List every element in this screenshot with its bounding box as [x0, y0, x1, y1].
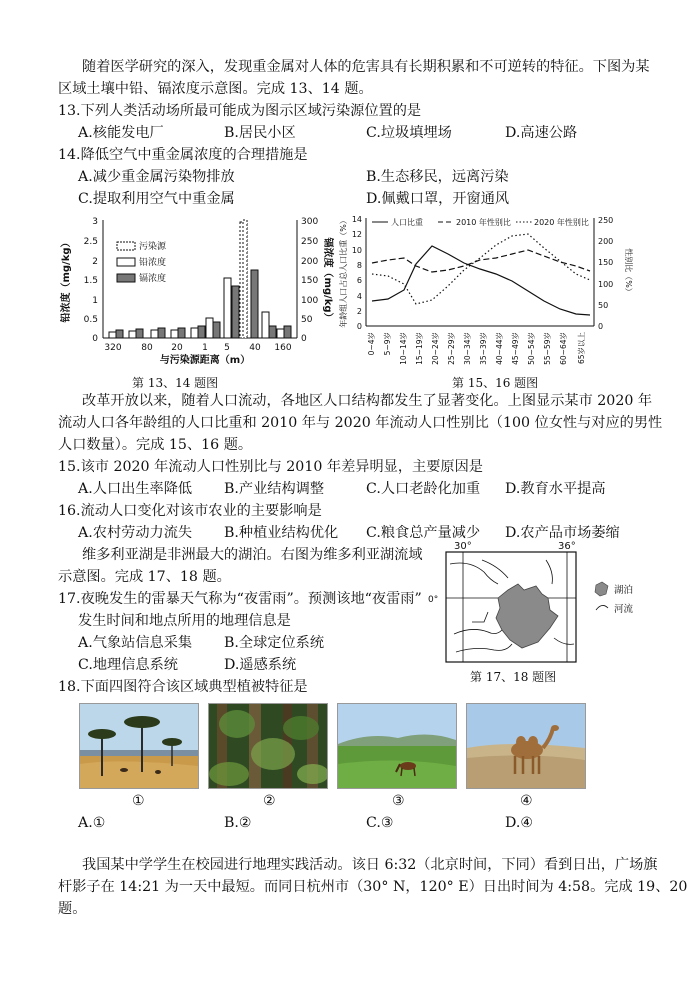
option-c[interactable]: C.垃圾填埋场 — [366, 125, 452, 141]
x-tick: 60~64岁 — [559, 332, 568, 365]
latitude-label: 0° — [428, 595, 439, 605]
question-stem: 17.夜晚发生的雷暴天气称为“夜雷雨”。预测该地“夜雷雨” — [58, 591, 422, 607]
legend-label: 铅浓度 — [139, 258, 167, 268]
x-tick: 0~4岁 — [367, 332, 376, 356]
legend-swatch-lead — [117, 258, 135, 266]
x-tick: 30~34岁 — [463, 332, 472, 365]
bar-source — [243, 220, 247, 338]
option-a[interactable]: A.农村劳动力流失 — [78, 525, 193, 541]
bar-lead — [151, 330, 158, 338]
y2-tick: 150 — [598, 258, 614, 267]
x-tick: 40 — [249, 343, 261, 353]
bar-lead — [171, 330, 178, 338]
option-d[interactable]: D.农产品市场萎缩 — [505, 525, 620, 541]
x-tick: 20~24岁 — [431, 332, 440, 365]
legend — [372, 217, 589, 227]
y2-tick: 100 — [598, 280, 614, 289]
x-tick: 40~44岁 — [495, 332, 504, 365]
x-tick: 20 — [171, 343, 183, 353]
option-b[interactable]: B.种植业结构优化 — [224, 525, 339, 541]
x-tick: 35~39岁 — [479, 332, 488, 365]
x-tick: 15~19岁 — [415, 332, 424, 365]
option-a[interactable]: A.气象站信息采集 — [78, 635, 193, 651]
photo-label: ② — [263, 793, 276, 809]
option-c[interactable]: C.人口老龄化加重 — [366, 481, 481, 497]
x-tick: 1 — [202, 343, 208, 353]
figure-caption: 第 15、16 题图 — [452, 376, 539, 390]
intro-line: 我国某中学学生在校园进行地理实践活动。该日 6:32（北京时间，下同）看到日出，广场旗 — [82, 857, 658, 873]
desert-photo — [466, 703, 586, 789]
y2-tick: 300 — [301, 217, 319, 227]
y2-tick: 200 — [301, 257, 319, 267]
series-population-share — [372, 246, 590, 315]
pollution-bar-chart — [55, 208, 345, 366]
question-stem: 15.该市 2020 年流动人口性别比与 2010 年差异明显，主要原因是 — [58, 459, 483, 475]
option-d[interactable]: D.④ — [505, 815, 534, 831]
legend-label: 人口比重 — [391, 218, 423, 227]
x-tick: 55~59岁 — [543, 332, 552, 365]
intro-line: 人口数量）。完成 15、16 题。 — [58, 437, 253, 453]
y-tick: 14 — [351, 215, 362, 224]
x-tick: 80 — [141, 343, 153, 353]
y2-tick: 50 — [301, 315, 313, 325]
intro-line: 流动人口各年龄组的人口比重和 2010 年与 2020 年流动人口性别比（100 位女性与对应的男性 — [58, 415, 663, 431]
bars — [109, 220, 291, 338]
option-b[interactable]: B.产业结构调整 — [224, 481, 325, 497]
option-c[interactable]: C.③ — [366, 815, 394, 831]
y2-tick: 250 — [301, 237, 319, 247]
population-line-chart — [336, 208, 636, 366]
y-tick: 10 — [351, 246, 362, 255]
y-tick: 6 — [356, 276, 362, 285]
bar-cadmium — [284, 326, 291, 338]
y2-tick: 100 — [301, 296, 319, 306]
x-tick: 65岁以上 — [577, 332, 586, 365]
option-b[interactable]: B.生态移民，远离污染 — [366, 169, 509, 185]
y2-tick: 0 — [598, 322, 604, 331]
y-axis-label: 年龄组人口占总人口比重（%） — [339, 216, 348, 328]
legend-label: 河流 — [614, 604, 634, 615]
intro-line: 区域土壤中铅、镉浓度示意图。完成 13、14 题。 — [58, 81, 373, 97]
intro-line: 改革开放以来，随着人口流动，各地区人口结构都发生了显著变化。上图显示某市 2020 年 — [82, 393, 653, 409]
y2-axis-label: 镉浓度（mg/kg） — [322, 237, 333, 323]
y-tick: 2 — [92, 257, 98, 267]
y-tick: 0.5 — [83, 315, 98, 325]
bar-cadmium — [269, 326, 276, 338]
intro-line: 示意图。完成 17、18 题。 — [58, 569, 231, 585]
y-tick: 0 — [92, 334, 98, 344]
intro-line: 杆影子在 14:21 为一天中最短。而同日杭州市（30° N，120° E）日出时间为 4:58。完成 19、20 — [58, 879, 688, 895]
grassland-photo — [337, 703, 457, 789]
option-c[interactable]: C.提取利用空气中重金属 — [78, 191, 235, 207]
option-d[interactable]: D.佩戴口罩，开窗通风 — [366, 191, 510, 207]
question-stem: 18.下面四图符合该区域典型植被特征是 — [58, 679, 308, 695]
bar-cadmium — [136, 329, 143, 338]
rainforest-photo — [208, 703, 328, 789]
bar-cadmium — [251, 270, 258, 338]
y2-tick: 50 — [598, 301, 609, 310]
option-a[interactable]: A.① — [78, 815, 106, 831]
bar-cadmium — [158, 328, 165, 338]
option-d[interactable]: D.遥感系统 — [224, 657, 297, 673]
y-tick: 3 — [92, 217, 98, 227]
legend-swatch-cadmium — [117, 274, 135, 282]
y2-tick: 250 — [598, 216, 614, 225]
y2-tick: 200 — [598, 237, 614, 246]
longitude-label: 36° — [558, 541, 576, 552]
question-stem: 13.下列人类活动场所最可能成为图示区域污染源位置的是 — [58, 103, 422, 119]
y-tick: 8 — [356, 261, 362, 270]
bar-lead — [277, 329, 284, 338]
question-stem: 发生时间和地点所用的地理信息是 — [78, 613, 291, 629]
left-ticks — [84, 217, 99, 344]
x-axis-label: 与污染源距离（m） — [159, 355, 251, 366]
option-a[interactable]: A.人口出生率降低 — [78, 481, 193, 497]
x-ticks — [104, 343, 291, 353]
y-tick: 4 — [356, 292, 362, 301]
legend-river-icon — [596, 605, 608, 610]
x-tick: 10~14岁 — [399, 332, 408, 365]
question-stem: 16.流动人口变化对该市农业的主要影响是 — [58, 503, 322, 519]
y-tick: 2 — [356, 307, 362, 316]
right-ticks — [301, 217, 318, 344]
photo-label: ③ — [392, 793, 405, 809]
legend-swatch-source — [117, 242, 135, 250]
x-tick: 45~49岁 — [511, 332, 520, 365]
legend-label: 污染源 — [139, 242, 167, 252]
right-ticks — [598, 216, 613, 331]
longitude-label: 30° — [454, 541, 472, 552]
legend-label: 湖泊 — [614, 585, 634, 596]
victoria-lake-map — [426, 538, 648, 668]
option-b[interactable]: B.全球定位系统 — [224, 635, 325, 651]
y2-axis-label: 性别比（%） — [624, 248, 633, 296]
option-b[interactable]: B.居民小区 — [224, 125, 296, 141]
y2-tick: 150 — [301, 276, 319, 286]
bar-lead — [262, 312, 269, 338]
legend-label: 2010 年性别比 — [456, 218, 511, 227]
bar-cadmium — [198, 326, 205, 338]
bar-cadmium — [178, 328, 185, 338]
x-tick: 5~9岁 — [383, 332, 392, 356]
option-d[interactable]: D.高速公路 — [505, 125, 578, 141]
x-ticks — [366, 332, 586, 365]
x-tick: 25~29岁 — [447, 332, 456, 365]
bar-lead — [206, 318, 213, 338]
y-tick: 1 — [92, 296, 98, 306]
x-tick: 160 — [274, 343, 292, 353]
bar-lead — [191, 328, 198, 338]
left-ticks — [352, 215, 362, 331]
question-stem: 14.降低空气中重金属浓度的合理措施是 — [58, 147, 308, 163]
y-tick: 12 — [351, 230, 362, 239]
intro-line: 题。 — [58, 901, 87, 917]
option-c[interactable]: C.地理信息系统 — [78, 657, 178, 673]
y-tick: 2.5 — [83, 237, 98, 247]
option-a[interactable]: A.减少重金属污染物排放 — [78, 169, 235, 185]
bar-cadmium — [232, 286, 239, 338]
x-tick: 5 — [224, 343, 230, 353]
legend-label: 镉浓度 — [139, 274, 167, 284]
y-tick: 0 — [356, 322, 362, 331]
photo-label: ① — [132, 793, 145, 809]
bar-lead — [109, 332, 116, 338]
figure-caption: 第 13、14 题图 — [132, 376, 219, 390]
x-tick: 50~54岁 — [527, 332, 536, 365]
x-tick: 320 — [104, 343, 122, 353]
bar-cadmium — [213, 322, 220, 338]
option-c[interactable]: C.粮食总产量减少 — [366, 525, 481, 541]
intro-line: 维多利亚湖是非洲最大的湖泊。右图为维多利亚湖流域 — [82, 547, 423, 563]
bar-cadmium — [116, 330, 123, 338]
legend — [117, 240, 167, 284]
intro-line: 随着医学研究的深入，发现重金属对人体的危害具有长期积累和不可逆转的特征。下图为某 — [82, 59, 650, 75]
legend-lake-icon — [595, 582, 608, 596]
bar-lead — [129, 331, 136, 338]
y-axis-label: 铅浓度（mg/kg） — [61, 237, 72, 323]
option-d[interactable]: D.教育水平提高 — [505, 481, 606, 497]
bar-lead — [224, 278, 231, 338]
photo-label: ④ — [520, 793, 533, 809]
y2-tick: 0 — [301, 334, 307, 344]
option-a[interactable]: A.核能发电厂 — [78, 125, 164, 141]
option-b[interactable]: B.② — [224, 815, 252, 831]
figure-caption: 第 17、18 题图 — [470, 670, 557, 684]
savanna-photo — [79, 703, 199, 789]
legend-label: 2020 年性别比 — [534, 218, 589, 227]
y-tick: 1.5 — [83, 276, 98, 286]
